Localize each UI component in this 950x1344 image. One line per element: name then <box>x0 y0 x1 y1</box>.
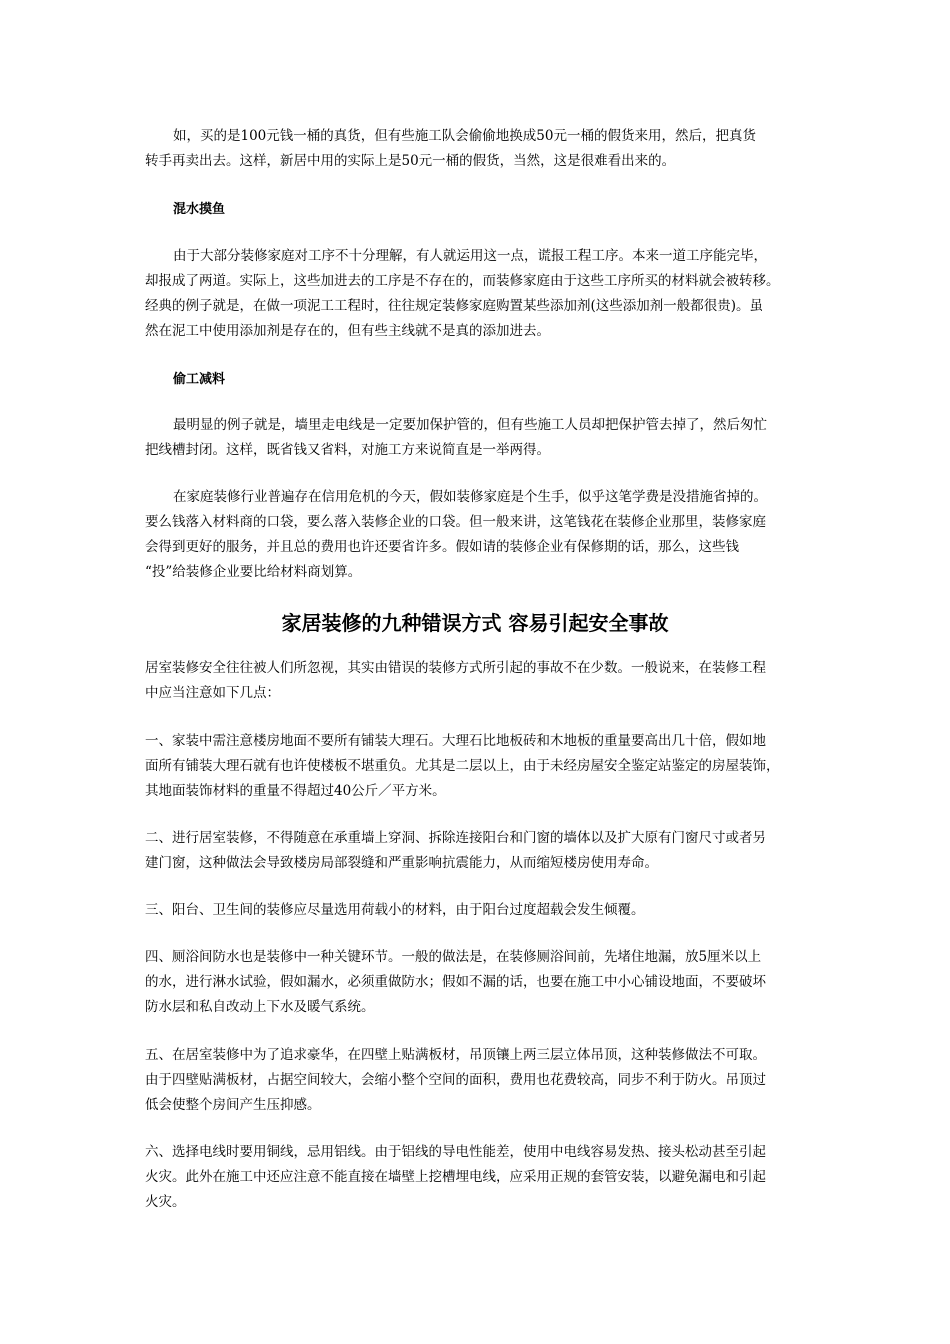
text-line: 在家庭装修行业普遍存在信用危机的今天，假如装修家庭是个生手，似乎这笔学费是没措施省掉的。 <box>173 489 767 505</box>
text-line: 会得到更好的服务，并且总的费用也许还要省许多。假如请的装修企业有保修期的话，那么，这些钱 <box>145 539 739 555</box>
paragraph-false-process <box>145 244 815 344</box>
text-line: 最明显的例子就是，墙里走电线是一定要加保护管的，但有些施工人员却把保护管去掉了，然后匆忙 <box>173 417 767 433</box>
text-line: 建门窗，这种做法会导致楼房局部裂缝和严重影响抗震能力，从而缩短楼房使用寿命。 <box>145 855 658 871</box>
text-line: 五、在居室装修中为了追求豪华，在四壁上贴满板材，吊顶镶上两三层立体吊顶，这种装修做法不可取。 <box>145 1047 766 1063</box>
text-line: 要么钱落入材料商的口袋，要么落入装修企业的口袋。但一般来讲，这笔钱花在装修企业那里，装修家庭 <box>145 514 766 530</box>
text-line: 六、选择电线时要用铜线，忌用铝线。由于铝线的导电性能差，使用中电线容易发热、接头松动甚至引起 <box>145 1144 766 1160</box>
text-line: 二、进行居室装修，不得随意在承重墙上穿洞、拆除连接阳台和门窗的墙体以及扩大原有门窗尺寸或者另 <box>145 830 766 846</box>
text-line: 经典的例子就是，在做一项泥工工程时，往往规定装修家庭购置某些添加剂(这些添加剂一般都很贵)。虽 <box>145 298 764 314</box>
text-line: 如，买的是100元钱一桶的真货，但有些施工队会偷偷地换成50元一桶的假货来用，然后，把真货 <box>173 128 756 144</box>
text-line: 火灾。此外在施工中还应注意不能直接在墙壁上挖槽埋电线，应采用正规的套管安装，以避免漏电和引起 <box>145 1169 766 1185</box>
text-line: 把线槽封闭。这样，既省钱又省料，对施工方来说简直是一举两得。 <box>145 442 550 458</box>
article-title: 家居装修的九种错误方式 容易引起安全事故 <box>281 611 669 635</box>
text-line: 低会使整个房间产生压抑感。 <box>145 1097 321 1113</box>
subheading-muddy-water: 混水摸鱼 <box>173 202 226 217</box>
text-line: “投”给装修企业要比给材料商划算。 <box>145 564 362 580</box>
subheading-cut-corners: 偷工减料 <box>173 372 226 387</box>
text-line: 三、阳台、卫生间的装修应尽量选用荷载小的材料，由于阳台过度超载会发生倾覆。 <box>145 902 645 918</box>
text-line: 中应当注意如下几点： <box>145 685 280 701</box>
text-line: 然在泥工中使用添加剂是存在的，但有些主线就不是真的添加进去。 <box>145 323 550 339</box>
text-line: 转手再卖出去。这样，新居中用的实际上是50元一桶的假货，当然，这是很难看出来的。 <box>145 153 676 169</box>
text-line: 防水层和私自改动上下水及暖气系统。 <box>145 999 375 1015</box>
text-line: 却报成了两道。实际上，这些加进去的工序是不存在的，而装修家庭由于这些工序所买的材料就会被转移。 <box>145 273 780 289</box>
text-line: 火灾。 <box>145 1194 186 1210</box>
text-line: 四、厕浴间防水也是装修中一种关键环节。一般的做法是，在装修厕浴间前，先堵住地漏，放5厘米以上 <box>145 949 762 965</box>
list-item-marble-floor <box>145 729 815 804</box>
text-line: 由于大部分装修家庭对工序不十分理解，有人就运用这一点，谎报工程工序。本来一道工序能完毕， <box>173 248 767 264</box>
list-item-bathroom-waterproof <box>145 945 815 1020</box>
list-item-wall-panels <box>145 1043 815 1118</box>
paragraph-intro <box>145 656 815 706</box>
text-line: 一、家装中需注意楼房地面不要所有铺装大理石。大理石比地板砖和木地板的重量要高出几十倍，假如地 <box>145 733 766 749</box>
text-line: 由于四壁贴满板材，占据空间较大，会缩小整个空间的面积，费用也花费较高，同步不利于防火。吊顶过 <box>145 1072 766 1088</box>
paragraph-fake-goods <box>145 124 815 174</box>
paragraph-wire-conduit <box>145 413 815 463</box>
text-line: 的水，进行淋水试验，假如漏水，必须重做防水；假如不漏的话，也要在施工中小心铺设地面，不要破坏 <box>145 974 766 990</box>
paragraph-trust-crisis <box>145 485 815 585</box>
text-line: 其地面装饰材料的重量不得超过40公斤／平方米。 <box>145 783 446 799</box>
list-item-load-bearing-wall <box>145 826 815 876</box>
list-item-copper-wire <box>145 1140 815 1215</box>
list-item-balcony-load <box>145 898 815 923</box>
text-line: 居室装修安全往往被人们所忽视，其实由错误的装修方式所引起的事故不在少数。一般说来，在装修工程 <box>145 660 766 676</box>
text-line: 面所有铺装大理石就有也许使楼板不堪重负。尤其是二层以上，由于未经房屋安全鉴定站鉴定的房屋装饰， <box>145 758 780 774</box>
